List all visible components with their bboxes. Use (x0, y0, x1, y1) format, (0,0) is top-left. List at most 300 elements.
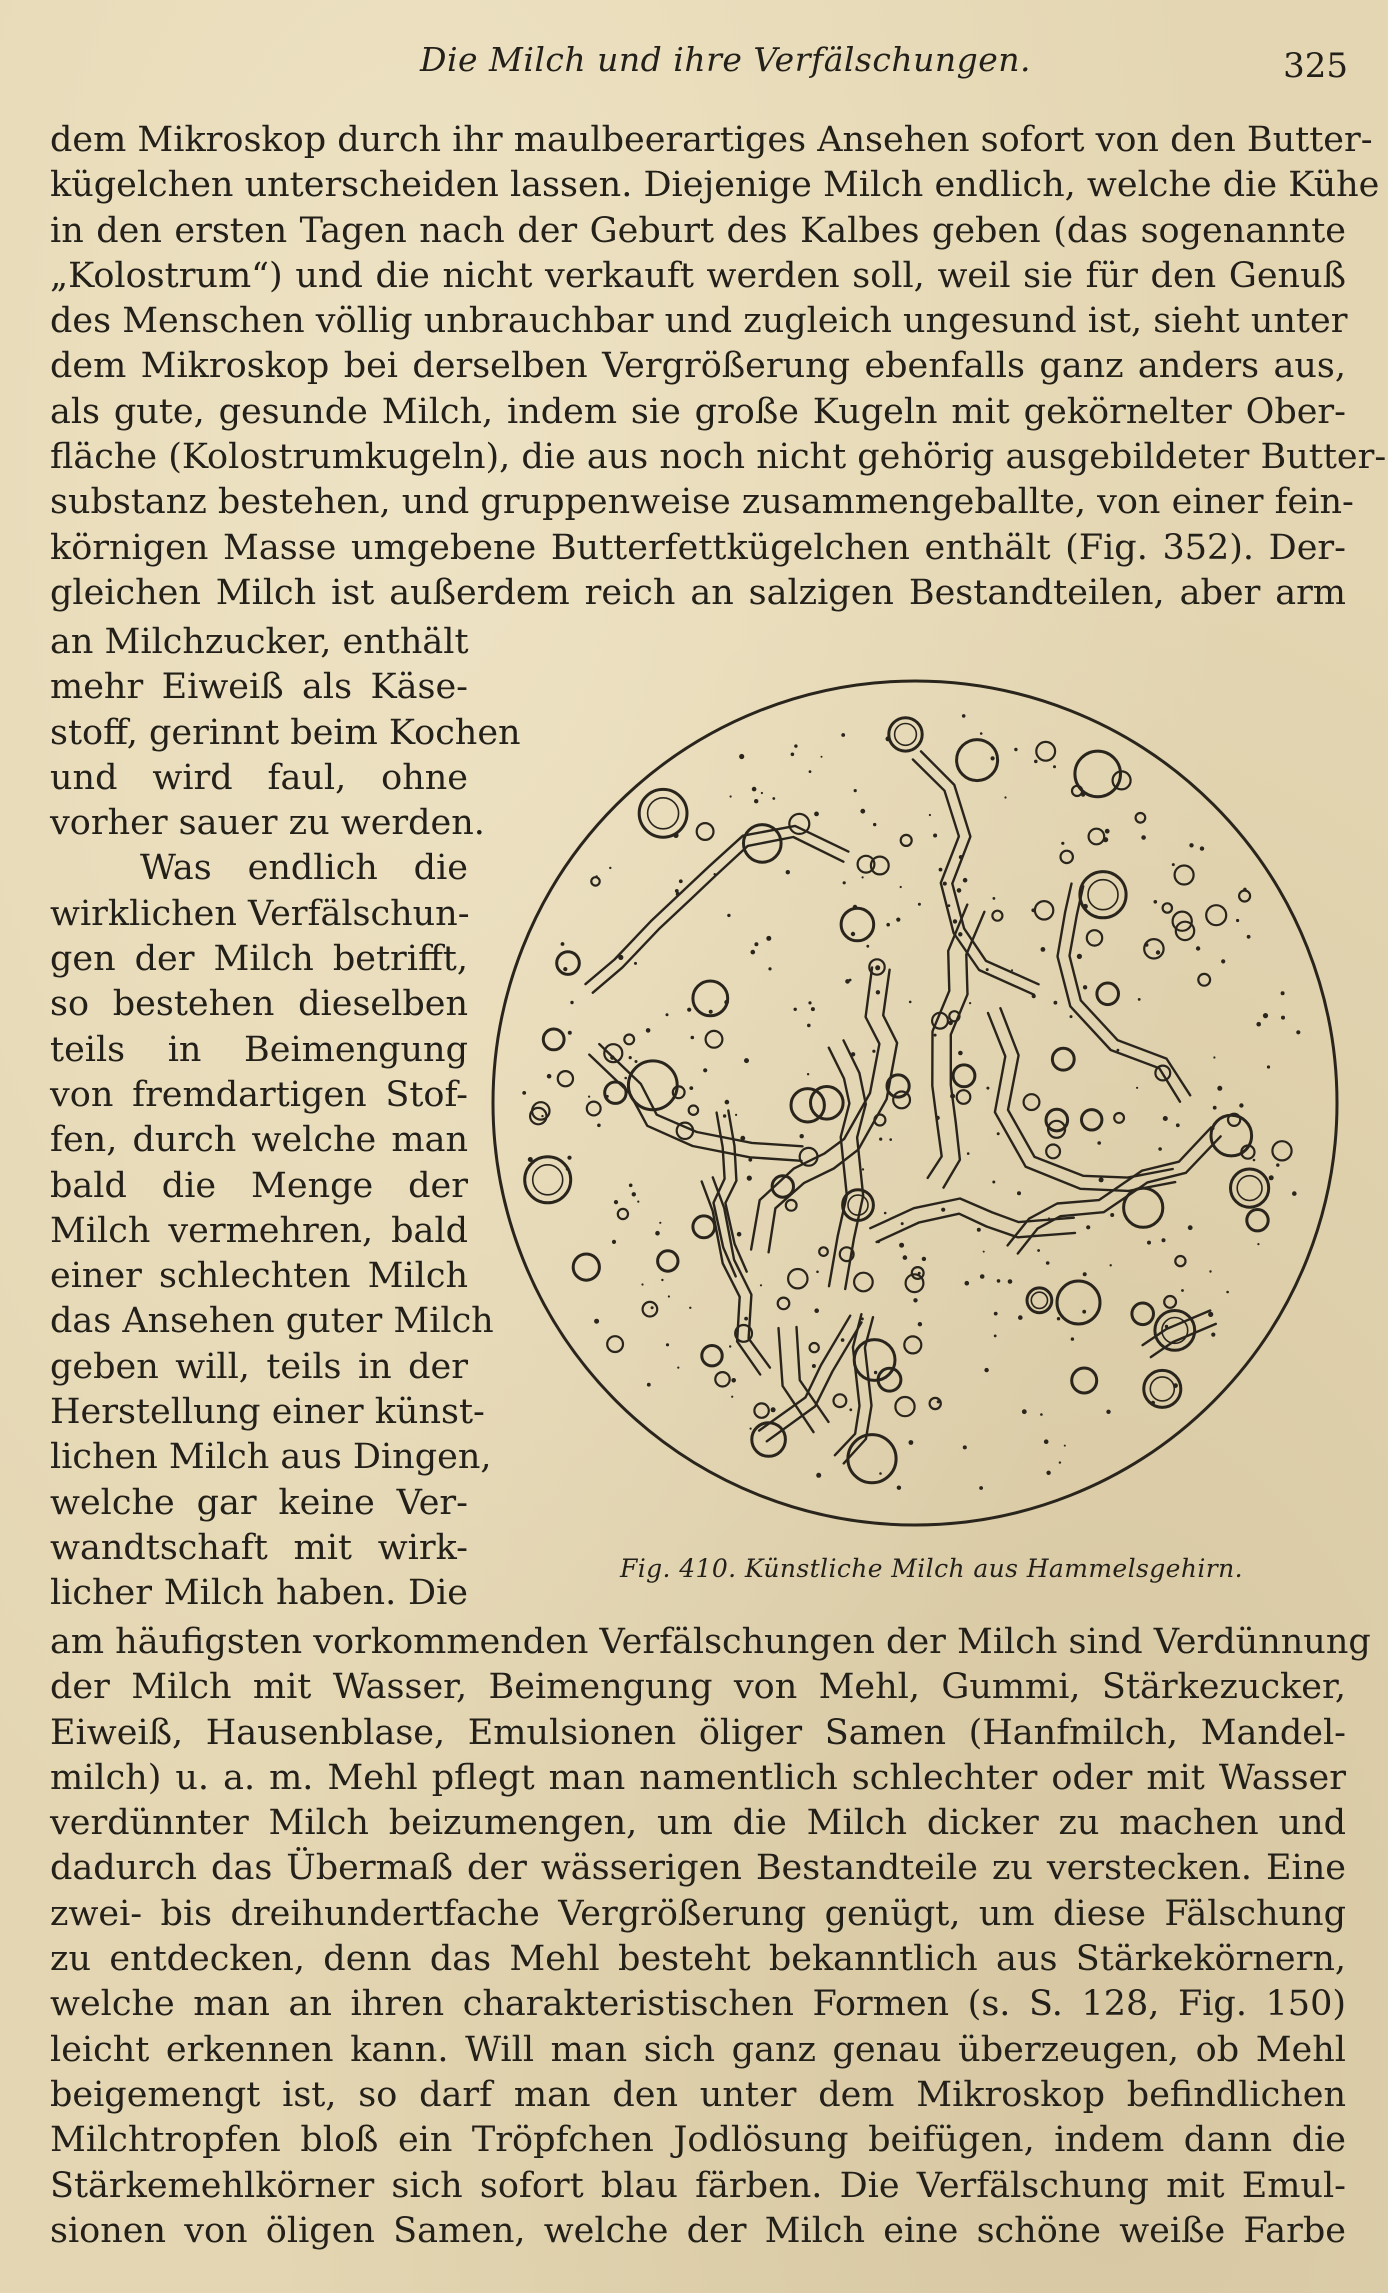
granule (1217, 1086, 1222, 1091)
granule (897, 1486, 901, 1490)
granule (814, 812, 819, 817)
fat-globule (1144, 939, 1163, 958)
granule (879, 1138, 882, 1141)
granule (731, 1396, 733, 1398)
granule (1046, 1471, 1050, 1475)
granule (618, 955, 623, 960)
granule (1163, 1116, 1168, 1121)
granule (814, 1308, 819, 1313)
granule (714, 873, 716, 875)
granule (673, 833, 678, 838)
granule (547, 1074, 552, 1079)
text-line: Herstellung einer künst- (50, 1392, 485, 1433)
granule (754, 799, 758, 803)
granule (772, 797, 775, 800)
granule (609, 867, 611, 869)
granule (1256, 1022, 1261, 1027)
granule (637, 1201, 639, 1203)
granule (1263, 1013, 1268, 1018)
granule (563, 967, 567, 971)
granule (761, 792, 763, 794)
granule (948, 904, 951, 907)
granule (566, 1167, 570, 1171)
granule (735, 1114, 737, 1116)
fat-globule (800, 1148, 818, 1166)
text-line: fen, durch welche man (50, 1120, 468, 1161)
granule (1257, 1243, 1259, 1245)
granule (841, 1338, 845, 1342)
page-number: 325 (1283, 46, 1348, 86)
fat-globule (1272, 1141, 1291, 1160)
granule (843, 881, 846, 884)
granule (786, 870, 790, 874)
text-line: Milchtropfen bloß ein Tröpfchen Jodlösung beifügen, indem dann die (50, 2120, 1346, 2161)
fat-globule-inner (1150, 1377, 1174, 1401)
granule (737, 1232, 742, 1237)
granule (727, 914, 730, 917)
granule (1105, 829, 1110, 834)
granule (876, 990, 880, 994)
granule (528, 1157, 533, 1162)
text-line: Stärkemehlkörner sich sofort blau färben. Die Verfälschung mit Emul- (50, 2165, 1346, 2206)
text-line: geben will, teils in der (50, 1346, 468, 1387)
granule (941, 1208, 945, 1212)
granule (1243, 888, 1246, 891)
granule (668, 1295, 670, 1297)
figure-410 (490, 668, 1340, 1548)
text-line: zu entdecken, denn das Mehl besteht bekanntlich aus Stärkekörnern, (50, 1939, 1346, 1980)
fat-globule (1072, 1368, 1097, 1393)
granule (1099, 1177, 1104, 1182)
granule (632, 1192, 636, 1196)
microscope-particles (522, 714, 1300, 1490)
text-line: gleichen Milch ist außerdem reich an salzigen Bestandteilen, aber arm (50, 572, 1346, 613)
granule (808, 1001, 811, 1004)
granule (1211, 1333, 1215, 1337)
text-line: licher Milch haben. Die (50, 1573, 468, 1614)
granule (754, 942, 758, 946)
membrane-strand (844, 1040, 866, 1289)
granule (849, 979, 852, 982)
granule (1281, 991, 1285, 995)
fat-globule (788, 1269, 807, 1288)
granule (1165, 1325, 1168, 1328)
granule (929, 814, 931, 816)
granule (997, 1279, 1001, 1283)
granule (807, 1024, 811, 1028)
granule (934, 1034, 937, 1037)
granule (1014, 748, 1017, 751)
granule (979, 1486, 983, 1490)
granule (1053, 765, 1056, 768)
fat-globule (558, 1071, 573, 1086)
granule (655, 1231, 660, 1236)
granule (1083, 985, 1087, 989)
fat-globule (754, 1403, 768, 1417)
granule (522, 1091, 526, 1095)
granule (800, 1134, 804, 1138)
fat-globule (1097, 983, 1119, 1005)
granule (884, 1212, 887, 1215)
granule (661, 1279, 663, 1281)
fat-globule (1036, 742, 1055, 761)
granule (1141, 835, 1146, 840)
granule (875, 965, 880, 970)
fat-globule (1175, 1256, 1185, 1266)
membrane-strand (877, 1214, 1075, 1242)
text-line: vorher sauer zu werden. (50, 803, 485, 844)
text-line: zwei- bis dreihundertfache Vergrößerung genügt, um diese Fälschung (50, 1893, 1346, 1934)
granule (689, 1086, 693, 1090)
granule (1064, 1445, 1066, 1447)
granule (1196, 946, 1200, 950)
granule (1189, 843, 1193, 847)
granule (1281, 1016, 1285, 1020)
paragraph-bottom (50, 1620, 1371, 2254)
fat-globule (693, 1216, 715, 1238)
granule (1296, 1030, 1300, 1034)
granule (1022, 1409, 1027, 1414)
granule (1221, 959, 1225, 963)
fat-globule (854, 1273, 873, 1292)
granule (1117, 1049, 1120, 1052)
granule (1106, 1410, 1110, 1414)
fat-globule (677, 1123, 693, 1139)
text-line: und wird faul, ohne (50, 757, 468, 798)
fat-globule (1052, 1048, 1074, 1070)
granule (735, 1333, 737, 1335)
granule (877, 1240, 880, 1243)
granule (1081, 793, 1085, 797)
granule (958, 932, 962, 936)
granule (980, 1274, 985, 1279)
granule (750, 1428, 752, 1430)
granule (1292, 1191, 1297, 1196)
granule (666, 1343, 669, 1346)
granule (1071, 1337, 1074, 1340)
membrane-strand (829, 1048, 850, 1287)
granule (567, 1156, 571, 1160)
text-line: bald die Menge der (50, 1165, 468, 1206)
granule (861, 1317, 864, 1320)
granule (1040, 1413, 1043, 1416)
granule (936, 1116, 940, 1120)
fat-globule (1144, 1370, 1181, 1407)
fat-globule (1206, 905, 1226, 925)
granule (1103, 837, 1108, 842)
text-line: von fremdartigen Stof- (50, 1074, 468, 1115)
text-line: Eiweiß, Hausenblase, Emulsionen öliger Samen (Hanfmilch, Mandel- (50, 1712, 1346, 1753)
fat-globule (1239, 891, 1250, 902)
figure-caption: Fig. 410. Künstliche Milch aus Hammelsgehirn. (620, 1554, 1243, 1583)
granule (748, 1158, 752, 1162)
granule (918, 1272, 921, 1275)
granule (1034, 760, 1038, 764)
fat-globule (1075, 751, 1121, 797)
text-line: „Kolostrum“) und die nicht verkauft werden soll, weil sie für den Genuß (50, 255, 1346, 296)
granule (1162, 1238, 1166, 1242)
fat-globule (706, 1031, 723, 1048)
granule (723, 1114, 726, 1117)
granule (610, 1055, 614, 1059)
granule (963, 878, 968, 883)
granule (933, 834, 937, 838)
fat-globule (591, 877, 599, 885)
fat-globule (893, 1092, 910, 1109)
granule (886, 736, 891, 741)
text-line: stoff, gerinnt beim Kochen (50, 712, 521, 753)
granule (647, 1383, 651, 1387)
granule (901, 1222, 904, 1225)
granule (866, 945, 869, 948)
granule (666, 1013, 669, 1016)
fat-globule (1080, 872, 1126, 918)
text-line: des Menschen völlig unbrauchbar und zugleich ungesund ist, sieht unter (50, 301, 1348, 342)
granule (595, 875, 597, 877)
granule (731, 1378, 736, 1383)
granule (1017, 1191, 1021, 1195)
granule (1173, 1383, 1178, 1388)
granule (957, 888, 962, 893)
membrane-strand (779, 1328, 814, 1432)
granule (1046, 1261, 1050, 1265)
granule (953, 919, 957, 923)
granule (809, 770, 812, 773)
text-line: gen der Milch betrifft, (50, 939, 468, 980)
granule (958, 1051, 963, 1056)
fat-globule (1035, 901, 1053, 919)
granule (689, 1307, 691, 1309)
granule (967, 1152, 970, 1155)
granule (561, 942, 565, 946)
granule (724, 1000, 729, 1005)
granule (703, 1068, 707, 1072)
granule (1077, 954, 1082, 959)
text-line: substanz bestehen, und gruppenweise zusammengeballte, von einer fein- (50, 482, 1354, 523)
granule (807, 1073, 809, 1075)
fat-globule (1114, 1113, 1124, 1123)
granule (986, 1087, 989, 1090)
text-line: wandtschaft mit wirk- (50, 1527, 468, 1568)
granule (629, 1056, 632, 1059)
granule (730, 795, 732, 797)
granule (1181, 1289, 1184, 1292)
fat-globule (901, 835, 912, 846)
fat-globule (1087, 930, 1102, 945)
granule (659, 1222, 661, 1224)
granule (744, 1317, 748, 1321)
granule (747, 1176, 752, 1181)
granule (962, 714, 966, 718)
granule (1097, 1141, 1101, 1145)
fat-globule-inner (648, 798, 679, 829)
fat-globule (1046, 1145, 1060, 1159)
granule (854, 789, 857, 792)
granule (646, 1028, 651, 1033)
granule (1110, 1213, 1114, 1217)
granule (1037, 1249, 1040, 1252)
granule (872, 1050, 875, 1053)
fat-globule-inner (1031, 1292, 1047, 1308)
granule (641, 1283, 643, 1285)
granule (903, 1255, 908, 1260)
granule (751, 950, 756, 955)
running-title: Die Milch und ihre Verfälschungen. (420, 40, 1031, 79)
text-line: verdünnter Milch beizumengen, um die Milch dicker zu machen und (50, 1803, 1346, 1844)
text-line: sionen von öligen Samen, welche der Milch eine schöne weiße Farbe (50, 2210, 1346, 2251)
fat-globule (587, 1102, 601, 1116)
fat-globule (605, 1082, 626, 1103)
fat-globule (786, 1200, 797, 1211)
granule (937, 1400, 940, 1403)
membrane-strand (944, 912, 985, 1188)
fat-globule (697, 823, 714, 840)
fat-globule-inner (848, 1195, 868, 1215)
granule (679, 879, 683, 883)
microscope-view-illustration (490, 668, 1340, 1548)
granule (812, 1364, 816, 1368)
fat-globule (1132, 1303, 1154, 1325)
granule (1008, 1279, 1013, 1284)
granule (784, 1175, 787, 1178)
fat-globule (702, 1346, 722, 1366)
text-line: Was endlich die (140, 848, 468, 889)
fat-globule (543, 1029, 564, 1050)
membrane-strand (1070, 886, 1191, 1095)
granule (791, 753, 795, 757)
granule (1048, 1217, 1050, 1219)
granule (1054, 1001, 1058, 1005)
granule (729, 1345, 731, 1347)
granule (969, 1002, 971, 1004)
granule (1086, 1225, 1090, 1229)
fat-globule (992, 911, 1002, 921)
granule (873, 823, 876, 826)
granule (1213, 1056, 1215, 1058)
granule (860, 809, 865, 814)
text-line: leicht erkennen kann. Will man sich ganz genau überzeugen, ob Mehl (50, 2029, 1346, 2070)
granule (1138, 998, 1141, 1001)
granule (1082, 1310, 1086, 1314)
paragraph-top (50, 118, 1387, 616)
fat-globule (1136, 813, 1146, 823)
granule (943, 882, 947, 886)
granule (634, 962, 637, 965)
granule (1110, 1264, 1112, 1266)
granule (635, 1060, 638, 1063)
granule (918, 903, 921, 906)
granule (983, 1251, 985, 1253)
fat-globule (834, 1394, 847, 1407)
granule (677, 1367, 679, 1369)
granule (1169, 1326, 1171, 1328)
granule (811, 1007, 815, 1011)
granule (612, 1240, 616, 1244)
fat-globule (1163, 903, 1172, 912)
text-line: milch) u. a. m. Mehl pflegt man namentlich schlechter oder mit Wasser (50, 1757, 1346, 1798)
granule (744, 1058, 749, 1063)
granule (909, 1001, 912, 1004)
granule (725, 1100, 730, 1105)
granule (1083, 904, 1088, 909)
granule (1176, 1123, 1180, 1127)
text-line: kügelchen unterscheiden lassen. Diejenige Milch endlich, welche die Kühe (50, 165, 1380, 206)
text-line: dem Mikroskop bei derselben Vergrößerung ebenfalls ganz anders aus, (50, 346, 1346, 387)
granule (862, 876, 864, 878)
fat-globule (789, 814, 809, 834)
granule (900, 886, 902, 888)
granule (909, 1440, 914, 1445)
granule (624, 1077, 627, 1080)
granule (992, 1181, 995, 1184)
granule (1011, 969, 1013, 971)
membrane-strand (1000, 1008, 1172, 1177)
fat-globule (841, 908, 874, 941)
granule (597, 1124, 601, 1128)
fat-globule (689, 1106, 698, 1115)
granule (886, 923, 890, 927)
text-line: welche man an ihren charakteristischen Formen (s. S. 128, Fig. 150) (50, 1984, 1346, 2025)
granule (1147, 1241, 1151, 1245)
membrane-strand (988, 1013, 1175, 1191)
granule (1156, 950, 1160, 954)
granule (606, 1095, 609, 1098)
granule (740, 1136, 745, 1141)
granule (1208, 1312, 1213, 1317)
fat-globule (854, 1340, 895, 1381)
fat-globule (1057, 1281, 1100, 1324)
text-line: fläche (Kolostrumkugeln), die aus noch nicht gehörig ausgebildeter Butter- (50, 437, 1387, 478)
fat-globule (1231, 1169, 1269, 1207)
granule (1188, 1225, 1193, 1230)
fat-globule (1175, 866, 1194, 885)
granule (1211, 1127, 1214, 1130)
granule (889, 1138, 892, 1141)
granule (841, 733, 845, 737)
text-line: am häufigsten vorkommenden Verfälschungen der Milch sind Verdünnung (50, 1622, 1371, 1662)
granule (997, 1132, 1000, 1135)
granule (1269, 1175, 1274, 1180)
granule (1061, 842, 1064, 845)
granule (1247, 935, 1251, 939)
granule (614, 1200, 618, 1204)
text-line: dem Mikroskop durch ihr maulbeerartiges Ansehen sofort von den Butter- (50, 120, 1373, 160)
granule (918, 1322, 922, 1326)
text-line: in den ersten Tagen nach der Geburt des Kalbes geben (das sogenannte (50, 210, 1346, 251)
granule (984, 1368, 988, 1372)
fat-globule (778, 1298, 790, 1310)
fat-globule (658, 1251, 678, 1271)
granule (1253, 1159, 1256, 1162)
granule (1059, 1461, 1061, 1463)
granule (752, 787, 757, 792)
text-line: so bestehen dieselben (50, 984, 468, 1025)
fat-globule (819, 1247, 828, 1256)
granule (977, 1228, 981, 1232)
granule (1209, 1270, 1211, 1272)
membrane-strand (593, 837, 844, 993)
text-line: einer schlechten Milch (50, 1256, 468, 1297)
granule (922, 1257, 926, 1261)
granule (862, 1168, 864, 1170)
fat-globule (904, 1336, 921, 1353)
granule (691, 1036, 695, 1040)
granule (851, 1052, 855, 1056)
granule (768, 967, 771, 970)
fat-globule (639, 789, 687, 837)
fat-globule (1155, 1311, 1195, 1351)
granule (821, 756, 823, 758)
